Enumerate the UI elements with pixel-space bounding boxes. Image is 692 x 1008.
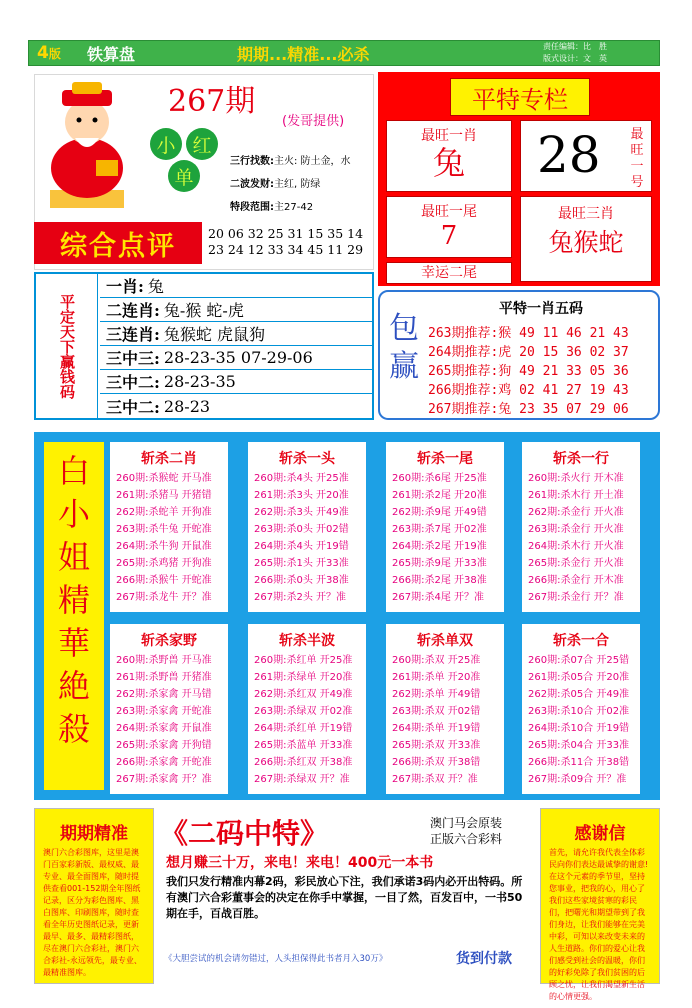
formula-row: 三中三: 28-23-35 07-29-06 <box>100 346 372 370</box>
bao-panel <box>378 290 660 420</box>
kill-card-line: 260期:杀07合 开25错 <box>528 655 630 666</box>
kill-card-line: 260期:杀4头 开25准 <box>254 473 349 484</box>
kill-card-line: 262期:杀家禽 开马错 <box>116 689 212 700</box>
kill-card-line: 260期:杀红单 开25准 <box>254 655 353 666</box>
kill-card-line: 265期:杀金行 开火准 <box>528 558 624 569</box>
ball-red: 红 <box>186 128 218 160</box>
bottom-section <box>34 808 660 1001</box>
kill-card-line: 264期:杀2尾 开19准 <box>392 541 487 552</box>
formula-row: 三连肖: 兔猴蛇 虎鼠狗 <box>100 322 372 346</box>
review-title: 综合点评 <box>34 222 202 264</box>
kill-card-line: 267期:杀2头 开？准 <box>254 592 346 603</box>
kill-card-line: 266期:杀猴牛 开蛇准 <box>116 575 212 586</box>
formula-side-title: 平定天下赢钱码 <box>36 274 98 418</box>
kill-card-title: 斩杀一行 <box>553 451 609 467</box>
best-zodiac-box: 最旺一肖 兔 <box>386 120 512 192</box>
review-numbers: 20 06 32 25 31 15 35 14 23 24 12 33 34 45 11 29 <box>208 226 364 257</box>
bao-side-title: 包赢 <box>389 311 419 384</box>
kill-card-line: 263期:杀金行 开火准 <box>528 524 624 535</box>
credits: 责任编辑：比 胜 版式设计：文 英 <box>543 42 607 63</box>
lucky-tail-box: 幸运二尾 <box>386 262 512 284</box>
formula-row: 三中二: 28-23-35 <box>100 370 372 394</box>
kill-card-line: 260期:杀双 开25准 <box>392 655 481 666</box>
kill-card-line: 266期:杀金行 开木准 <box>528 575 624 586</box>
thanks-letter: 感谢信 首先，请允许我代表全体彩民向你们表达最诚挚的谢意!在这个元素的季节里，坚持您事业，把我的心，用心了我们这些家境贫寒的彩民们，把曙光和期望带到了我们身边，让我们能够在完美中彩，可知以来改变未来的人生道路。你们的爱心让我们感受到社会的温暖，你们的好彩免除了我们贫困的后顾之忧，让我们渴望新生活的心情更强。 <box>540 808 660 984</box>
kill-card-line: 267期:杀09合 开？准 <box>528 774 627 785</box>
kill-card-title: 斩杀半波 <box>279 633 335 649</box>
kill-card-line: 265期:杀1头 开33准 <box>254 558 349 569</box>
ball-odd: 单 <box>168 160 200 192</box>
kill-card-line: 266期:杀双 开38错 <box>392 757 481 768</box>
kill-card-line: 266期:杀家禽 开蛇准 <box>116 757 212 768</box>
kill-card-line: 267期:杀绿双 开？准 <box>254 774 350 785</box>
kill-card-title: 斩杀二肖 <box>141 451 197 467</box>
kill-card-line: 261期:杀单 开20准 <box>392 672 481 683</box>
kill-card-line: 262期:杀蛇羊 开狗准 <box>116 507 212 518</box>
best-tail-box: 最旺一尾 7 <box>386 196 512 258</box>
kill-side-title: 白小姐精華絶殺 <box>44 442 104 790</box>
kill-card-line: 265期:杀家禽 开狗错 <box>116 740 212 751</box>
header-slogan: 期期...精准...必杀 <box>237 44 370 64</box>
kill-card <box>386 624 504 794</box>
kill-card-line: 260期:杀6尾 开25准 <box>392 473 487 484</box>
kill-card-line: 262期:杀9尾 开49错 <box>392 507 487 518</box>
kill-card-line: 262期:杀红双 开49准 <box>254 689 353 700</box>
sub-right-1: 澳门马会原装 <box>430 816 503 830</box>
kill-card-title: 斩杀一合 <box>553 633 609 649</box>
kill-card-line: 262期:杀3头 开49准 <box>254 507 349 518</box>
kill-card-line: 267期:杀双 开？准 <box>392 774 478 785</box>
kill-card-line: 265期:杀04合 开33准 <box>528 740 630 751</box>
kill-card-line: 265期:杀双 开33准 <box>392 740 481 751</box>
kill-card <box>386 442 504 612</box>
best-number-box: 28 最旺一号 <box>520 120 652 192</box>
paper-name: 铁算盘 <box>87 44 136 64</box>
kill-card-line: 264期:杀单 开19错 <box>392 723 481 734</box>
kill-card <box>110 624 228 794</box>
kill-card-line: 261期:杀3头 开20准 <box>254 490 349 501</box>
bao-row: 264期推荐:虎 20 15 36 02 37 <box>428 345 629 360</box>
kill-card-line: 261期:杀木行 开土准 <box>528 490 624 501</box>
cod-label: 货到付款 <box>456 951 512 967</box>
ball-small: 小 <box>150 128 182 160</box>
kill-card <box>522 442 640 612</box>
kill-card-line: 263期:杀7尾 开02准 <box>392 524 487 535</box>
kill-card-line: 264期:杀木行 开火准 <box>528 541 624 552</box>
page-header <box>28 40 660 66</box>
kill-card-title: 斩杀一头 <box>279 451 335 467</box>
big-title: 《二码中特》 <box>160 817 329 850</box>
kill-card-line: 267期:杀4尾 开？准 <box>392 592 484 603</box>
formula-row: 三中二: 28-23 <box>106 396 211 417</box>
kill-card-line: 261期:杀2尾 开20准 <box>392 490 487 501</box>
kill-card-line: 264期:杀10合 开19错 <box>528 723 630 734</box>
issue-number: 267期 <box>168 84 256 119</box>
kill-card-line: 266期:杀11合 开38错 <box>528 757 630 768</box>
bao-row: 267期推荐:兔 23 35 07 29 06 <box>428 402 629 417</box>
kill-card-line: 260期:杀野兽 开马准 <box>116 655 212 666</box>
fortune-god-icon <box>42 80 132 210</box>
kill-card <box>522 624 640 794</box>
best-three-box: 最旺三肖 兔猴蛇 <box>520 196 652 282</box>
kill-card-line: 263期:杀绿双 开02准 <box>254 706 353 717</box>
kill-card-line: 263期:杀牛兔 开蛇准 <box>116 524 212 535</box>
foot-note: 《大胆尝试的机会请勿错过，人头担保得此书者月入30万》 <box>164 954 388 964</box>
kill-card-line: 264期:杀牛狗 开鼠准 <box>116 541 212 552</box>
kill-card-line: 267期:杀龙牛 开？准 <box>116 592 212 603</box>
kill-card-line: 266期:杀红双 开38准 <box>254 757 353 768</box>
kill-card-line: 266期:杀2尾 开38准 <box>392 575 487 586</box>
kill-card-line: 265期:杀鸡猪 开狗准 <box>116 558 212 569</box>
formula-row: 一肖: 兔 <box>100 274 372 298</box>
kill-card-line: 262期:杀单 开49错 <box>392 689 481 700</box>
provider: (发哥提供) <box>282 114 345 129</box>
info-list: 三行找数:主火: 防土金，水 二波发财:主红, 防绿 特段范围:主27-42 <box>230 156 351 213</box>
kill-card-line: 264期:杀4头 开19错 <box>254 541 349 552</box>
kill-card-title: 斩杀一尾 <box>417 451 473 467</box>
ad-body: 我们只发行精准内幕2码，彩民放心下注，我们承诺3码内必开出特码。所有澳门六合彩董事会的决定在你手中掌握，一目了然，百发百中，一书50期在手，百战百胜。 <box>166 875 523 920</box>
kill-card-line: 261期:杀猪马 开猪错 <box>116 490 212 501</box>
kill-card <box>248 624 366 794</box>
kill-card-line: 262期:杀金行 开火准 <box>528 507 624 518</box>
left-ad: 期期精准 澳门六合彩图库，这里是澳门百家彩新版、最权威、最专业、最全面图库，随时提供查看001-152期全年图纸记录，区分为彩色图库、黑白图库、印刷图库，随时查看全年历史图纸记录，更新最早、最多、最精彩图纸，尽在澳门六合彩社，澳门六合彩社-永远领先，最专业、最精准图库。 <box>34 808 154 984</box>
kill-card-title: 斩杀家野 <box>141 633 197 649</box>
kill-card-line: 265期:杀蓝单 开33准 <box>254 740 353 751</box>
formula-row: 二连肖: 兔-猴 蛇-虎 <box>100 298 372 322</box>
kill-card-line: 263期:杀家禽 开蛇准 <box>116 706 212 717</box>
book-ad <box>160 808 532 984</box>
kill-card-line: 264期:杀家禽 开鼠准 <box>116 723 212 734</box>
edition: 4版 <box>37 43 61 63</box>
bao-row: 265期推荐:狗 49 21 33 05 36 <box>428 364 629 379</box>
kill-card-line: 263期:杀双 开02错 <box>392 706 481 717</box>
kill-card-line: 261期:杀05合 开20准 <box>528 672 630 683</box>
kill-card-line: 265期:杀9尾 开33准 <box>392 558 487 569</box>
sub-right-2: 正版六合彩料 <box>430 832 503 846</box>
kill-card-line: 260期:杀火行 开木准 <box>528 473 624 484</box>
kill-card <box>248 442 366 612</box>
kill-card-line: 263期:杀0头 开02错 <box>254 524 349 535</box>
bao-row: 266期推荐:鸡 02 41 27 19 43 <box>428 383 629 398</box>
bao-title: 平特一肖五码 <box>499 301 583 317</box>
bao-row: 263期推荐:猴 49 11 46 21 43 <box>428 326 629 341</box>
kill-card-line: 267期:杀金行 开？准 <box>528 592 624 603</box>
kill-card <box>110 442 228 612</box>
kill-card-title: 斩杀单双 <box>417 633 473 649</box>
pingte-title: 平特专栏 <box>450 78 590 116</box>
kill-card-line: 267期:杀家禽 开？准 <box>116 774 212 785</box>
kill-card-line: 266期:杀0头 开38准 <box>254 575 349 586</box>
formula-panel <box>34 272 374 420</box>
kill-card-line: 264期:杀红单 开19错 <box>254 723 353 734</box>
kill-card-line: 262期:杀05合 开49准 <box>528 689 630 700</box>
pingte-panel <box>378 72 660 286</box>
kill-card-line: 260期:杀猴蛇 开马准 <box>116 473 212 484</box>
ad-slogan: 想月赚三十万，来电！来电！400元一本书 <box>166 855 434 871</box>
kill-card-line: 263期:杀10合 开02准 <box>528 706 630 717</box>
kill-card-line: 261期:杀绿单 开20准 <box>254 672 353 683</box>
kill-card-line: 261期:杀野兽 开猪准 <box>116 672 212 683</box>
